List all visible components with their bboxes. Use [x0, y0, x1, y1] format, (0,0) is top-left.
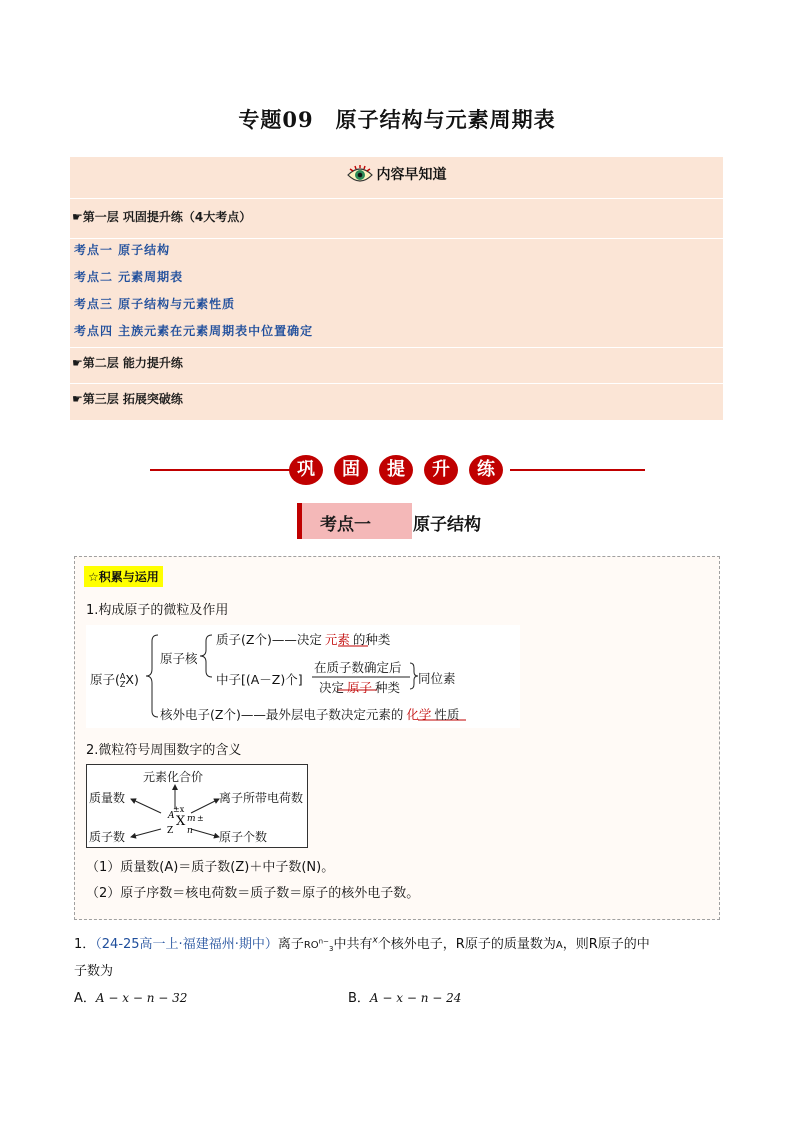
atom-text: 原子(: [90, 672, 120, 687]
toc-point-2[interactable]: 考点二 元素周期表: [74, 270, 184, 284]
banner-rule-left: [150, 469, 290, 471]
svg-text:Z: Z: [167, 826, 174, 836]
option-b[interactable]: [348, 987, 461, 1006]
banner-char: 提: [379, 455, 413, 485]
ion-formula: $RO^{n-}_3$: [303, 937, 334, 953]
kaodian-title: 原子结构: [413, 515, 481, 535]
svg-text:X: X: [176, 814, 186, 829]
symbol-meaning-diagram: [86, 764, 308, 848]
option-a-value: A − x − n − 32: [95, 991, 188, 1005]
proton-count-label: 质子数: [89, 830, 126, 844]
option-a[interactable]: [74, 987, 187, 1006]
kaodian-badge: [297, 503, 412, 539]
neutron-label: 中子[(A－Z)个]: [216, 672, 303, 687]
question-text-b: 中共有: [333, 937, 373, 952]
question-text-a: 离子: [277, 937, 304, 952]
banner-char: 升: [424, 455, 458, 485]
neutron-top: 在质子数确定后: [314, 660, 402, 675]
toc-layer-1[interactable]: ☛第一层 巩固提升练（4大考点）: [72, 210, 252, 224]
proton-line: [216, 630, 390, 648]
proton-end: 的种类: [352, 632, 391, 647]
proton-text: 质子(Z个)——决定: [216, 632, 322, 647]
atom-structure-diagram: [86, 625, 520, 728]
toc-heading-text: 内容早知道: [376, 167, 447, 183]
atom-label: [90, 670, 139, 689]
ion-symbol: RO: [303, 940, 319, 951]
question-1: [74, 933, 650, 953]
svg-text:n: n: [187, 826, 193, 836]
section-heading-2: 2.微粒符号周围数字的含义: [86, 743, 242, 758]
question-number: 1．: [74, 937, 96, 952]
banner-char: 练: [469, 455, 503, 485]
electron-fill: 化学: [406, 707, 432, 722]
toc-layer-3[interactable]: ☛第三层 拓展突破练: [72, 392, 183, 406]
svg-text:A: A: [168, 811, 175, 821]
toc-divider: [70, 383, 723, 384]
svg-text:±: ±: [197, 814, 204, 823]
toc-divider: [70, 198, 723, 199]
banner-char: 巩: [289, 455, 323, 485]
toc-point-3[interactable]: 考点三 原子结构与元素性质: [74, 297, 236, 311]
proton-fill: 元素: [324, 632, 350, 647]
svg-text:m: m: [187, 814, 196, 824]
mass-label: 质量数: [89, 791, 126, 805]
section-heading-1: 1.构成原子的微粒及作用: [86, 603, 229, 618]
option-a-letter: A．: [74, 991, 96, 1006]
electron-line: [160, 705, 459, 723]
question-source[interactable]: （24-25高一上·福建福州·期中）: [95, 937, 278, 952]
toc-divider: [70, 238, 723, 239]
neutron-end: 种类: [375, 680, 401, 695]
question-text-d: ，则R原子的中: [562, 937, 650, 952]
var-a: A: [555, 940, 563, 951]
kaodian-label: 考点一: [320, 515, 371, 535]
banner-char: 固: [334, 455, 368, 485]
nucleus-label: 原子核: [160, 651, 198, 666]
toc-heading: [70, 164, 723, 185]
atom-count-label: 原子个数: [219, 830, 268, 844]
toc-panel: [70, 157, 723, 420]
formula-1: （1）质量数(A)＝质子数(Z)＋中子数(N)。: [86, 860, 335, 875]
formula-2: （2）原子序数＝核电荷数＝质子数＝原子的核外电子数。: [86, 886, 420, 901]
banner-rule-right: [510, 469, 645, 471]
eye-icon: [347, 165, 373, 185]
toc-layer-2[interactable]: ☛第二层 能力提升练: [72, 356, 183, 370]
toc-point-1[interactable]: 考点一 原子结构: [74, 243, 171, 257]
isotope-notation: A Z: [119, 671, 126, 689]
neutron-bottom: [319, 678, 400, 696]
toc-point-4[interactable]: 考点四 主族元素在元素周期表中位置确定: [74, 324, 314, 338]
page-title: 专题09 原子结构与元素周期表: [238, 107, 556, 132]
option-b-letter: B．: [348, 991, 370, 1006]
neutron-bottom-text: 决定: [319, 680, 345, 695]
neutron-fill: 原子: [347, 680, 373, 695]
var-x: x: [372, 935, 378, 946]
toc-divider: [70, 347, 723, 348]
svg-text:±x: ±x: [173, 805, 185, 814]
option-b-value: A − x − n − 24: [369, 991, 462, 1005]
question-line-2: 子数为: [74, 964, 114, 979]
valence-label: 元素化合价: [143, 770, 204, 784]
charge-label: 离子所带电荷数: [219, 791, 304, 805]
electron-text: 核外电子(Z个)——最外层电子数决定元素的: [160, 707, 404, 722]
isotope-label: 同位素: [418, 671, 456, 686]
electron-end: 性质: [434, 707, 460, 722]
atom-symbol: X): [125, 672, 139, 687]
question-text-c: 个核外电子，R原子的质量数为: [377, 937, 556, 952]
knowledge-tag: ☆积累与运用: [84, 566, 163, 587]
